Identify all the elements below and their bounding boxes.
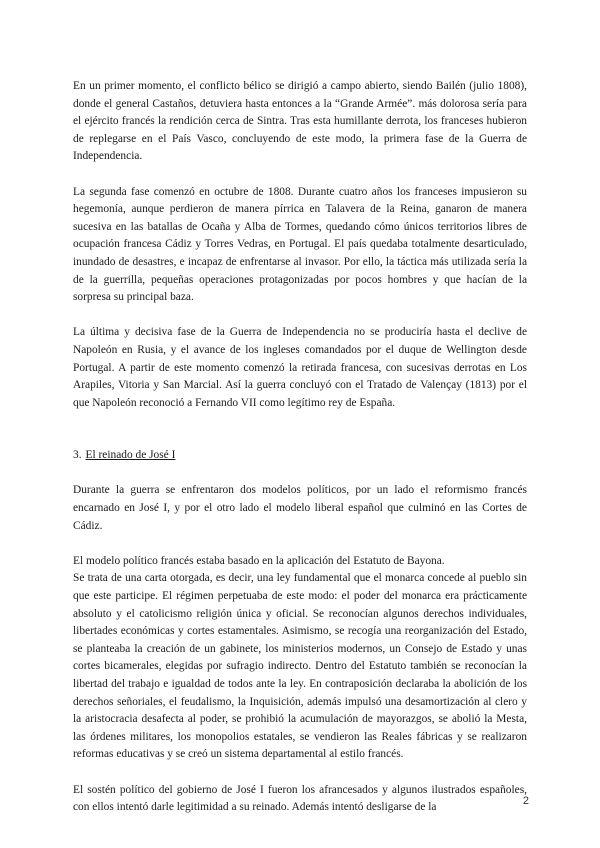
page-body (73, 78, 527, 834)
section-heading (73, 447, 527, 465)
section-title: El reinado de José I (85, 449, 176, 462)
page-number: 2 (522, 795, 529, 807)
paragraph-bayona-intro: El modelo político francés estaba basado en la aplicación del Estatuto de Bayona. (73, 554, 445, 567)
paragraph-afrancesados: El sostén político del gobierno de José I fueron los afrancesados y algunos ilustrados españoles, con ellos intentó darle legitimidad a su reinado. Además intentó desligarse de la (73, 783, 527, 814)
paragraph-second-phase: La segunda fase comenzó en octubre de 1808. Durante cuatro años los franceses impusieron su hegemonía, aunque perdieron de manera pírrica en Talavera de la Reina, ganaron de manera sucesiva en las batallas de Ocaña y Alba de Tormes, quedando cómo únicos territorios libres de ocupación francesa Cádiz y Torres Vedras, en Portugal. El país quedaba totalmente desarticulado, inundado de desastres, e incapaz de enfrentarse al invasor. Por ello, la táctica más utilizada sería la de la guerrilla, pequeñas operaciones protagonizadas por pocos hombres y que hacían de la sorpresa su principal baza. (73, 185, 527, 304)
section-number: 3. (73, 449, 82, 462)
paragraph-last-phase: La última y decisiva fase de la Guerra de Independencia no se produciría hasta el declive de Napoleón en Rusia, y el avance de los ingleses comandados por el duque de Wellington desde Portugal. A partir de este momento comenzó la retirada francesa, con sucesivas derrotas en Los Arapiles, Vitoria y San Marcial. Así la guerra concluyó con el Tratado de Valençay (1813) por el que Napoleón reconoció a Fernando VII como legítimo rey de España. (73, 326, 527, 409)
paragraph-two-models: Durante la guerra se enfrentaron dos modelos políticos, por un lado el reformismo francés encarnado en José I, y por el otro lado el modelo liberal español que culminó en las Cortes de Cádiz. (73, 484, 527, 532)
paragraph-first-phase: En un primer momento, el conflicto bélico se dirigió a campo abierto, siendo Bailén (julio 1808), donde el general Castaños, detuviera hasta entonces a la “Grande Armée”. más dolorosa sería para el ejército francés la rendición cerca de Sintra. Tras esta humillante derrota, los franceses hubieron de replegarse en el País Vasco, concluyendo de este modo, la primera fase de la Guerra de Independencia. (73, 80, 527, 163)
paragraph-bayona-details: Se trata de una carta otorgada, es decir, una ley fundamental que el monarca concede al pueblo sin que este participe. El régimen perpetuaba de este modo: el poder del monarca era prácticamente absoluto y el catolicismo religión única y oficial. Se reconocían algunos derechos individuales, libertades económicas y cortes estamentales. Asimismo, se recogía una reorganización del Estado, se planteaba la creación de un gabinete, los ministerios modernos, un Consejo de Estado y unas cortes bicamerales, elegidas por sufragio indirecto. Dentro del Estatuto también se reconocían la libertad del trabajo e igualdad de todos ante la ley. En contraposición declaraba la abolición de los derechos señoriales, el feudalismo, la Inquisición, además impulsó una desamortización al clero y la aristocracia desafecta al poder, se prohibió la acumulación de mayorazgos, se abolió la Mesta, las órdenes militares, los monopolios estatales, se vendieron las Reales fábricas y se realizaron reformas educativas y se creó un sistema departamental al estilo francés. (73, 572, 527, 761)
